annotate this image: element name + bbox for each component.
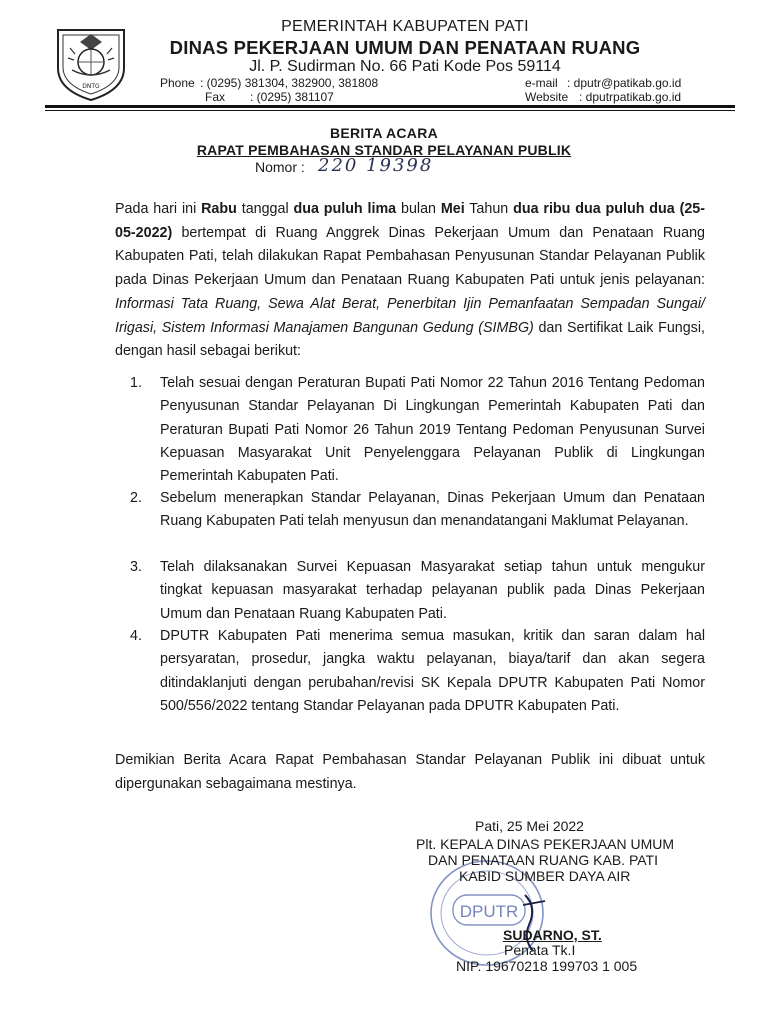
document-subtitle: RAPAT PEMBAHASAN STANDAR PELAYANAN PUBLIK [196, 142, 572, 158]
place-date: Pati, 25 Mei 2022 [475, 818, 584, 834]
fax-value: : (0295) 381107 [250, 90, 334, 104]
meeting-day: Rabu [201, 201, 237, 217]
letterhead-address: Jl. P. Sudirman No. 66 Pati Kode Pos 59114 [249, 58, 561, 75]
intro-text: Pada hari ini [115, 201, 202, 217]
meeting-year-words: dua ribu dua puluh dua [513, 201, 675, 217]
signatory-nip: NIP. 19670218 199703 1 005 [456, 958, 638, 974]
signatory-rank: Penata Tk.I [504, 942, 576, 958]
intro-text: tanggal [236, 201, 294, 217]
stamp-text: DPUTR [459, 902, 519, 921]
signatory-position-1: Plt. KEPALA DINAS PEKERJAAN UMUM [416, 836, 675, 852]
item-number: 3. [130, 559, 142, 575]
number-label: Nomor : [255, 159, 305, 175]
phone-label: Phone [160, 76, 195, 90]
website-label: Website [525, 90, 569, 104]
intro-text: dan Sertifikat Laik Fungsi, dengan hasil sebagai berikut: [115, 319, 705, 360]
item-text: Sebelum menerapkan Standar Pelayanan, Dinas Pekerjaan Umum dan Penataan Ruang Kabupaten Pati telah menyusun dan menandatangani Maklumat Pelayanan. [160, 490, 705, 530]
logo-caption: DNTG [82, 83, 100, 90]
intro-text: bertempat di Ruang Anggrek Dinas Pekerjaan Umum dan Penataan Ruang Kabupaten Pati, telah dilakukan Rapat Pembahasan Penyusunan Standar Pelayanan Publik pada Dinas Pekerjaan Umum dan Penataan Ruang Kabupaten Pati untuk jenis pelayanan: [115, 224, 705, 289]
letterhead-agency: DINAS PEKERJAAN UMUM DAN PENATAAN RUANG [169, 37, 641, 58]
intro-text: Tahun [464, 201, 514, 217]
fax-label: Fax [205, 90, 226, 104]
signatory-position-3: KABID SUMBER DAYA AIR [459, 868, 631, 884]
signatory-position-2: DAN PENATAAN RUANG KAB. PATI [428, 852, 659, 868]
service-types: Informasi Tata Ruang, Sewa Alat Berat, Penerbitan Ijin Pemanfaatan Sempadan Sungai/ Irigasi, Sistem Informasi Manajamen Bangunan Gedung (SIMBG) [115, 295, 705, 336]
intro-text: bulan [396, 201, 441, 217]
website-value: : dputrpatikab.go.id [579, 90, 682, 104]
letterhead-rule-thin [45, 110, 735, 111]
result-item-4 [130, 625, 705, 718]
item-number: 2. [130, 490, 142, 506]
item-text: DPUTR Kabupaten Pati menerima semua masukan, kritik dan saran dalam hal persyaratan, prosedur, jangka waktu pelayanan, biaya/tarif dan akan segera ditindaklanjuti dengan perubahan/revisi SK Kepala DPUTR Kabupaten Pati Nomor 500/556/2022 tentang Standar Pelayanan pada DPUTR Kabupaten Pati. [160, 628, 705, 714]
result-item-1 [130, 372, 705, 488]
letterhead-government: PEMERINTAH KABUPATEN PATI [281, 18, 529, 35]
item-text: Telah dilaksanakan Survei Kepuasan Masyarakat setiap tahun untuk mengukur tingkat kepuasan masyarakat terhadap pelayanan publik pada Dinas Pekerjaan Umum dan Penataan Ruang Kabupaten Pati. [160, 559, 705, 622]
closing-paragraph: Demikian Berita Acara Rapat Pembahasan Standar Pelayanan Publik ini dibuat untuk dipergunakan sebagaimana mestinya. [115, 752, 705, 792]
result-item-2 [130, 487, 705, 534]
email-value: : dputr@patikab.go.id [567, 76, 682, 90]
item-number: 4. [130, 628, 142, 644]
handwritten-number: 220 19398 [318, 155, 434, 176]
meeting-date-words: dua puluh lima [293, 201, 397, 217]
result-item-3 [130, 556, 705, 626]
signatory-name: SUDARNO, ST. [503, 927, 602, 943]
meeting-month: Mei [440, 201, 465, 217]
phone-value: : (0295) 381304, 382900, 381808 [200, 76, 379, 90]
letterhead-rule-thick [45, 105, 735, 108]
item-text: Telah sesuai dengan Peraturan Bupati Pati Nomor 22 Tahun 2016 Tentang Pedoman Penyusunan Standar Pelayanan Di Lingkungan Pemerintah Kabupaten Pati dan Peraturan Bupati Pati Nomor 26 Tahun 2019 Tentang Pedoman Penyusunan Survei Kepuasan Masyarakat Unit Penyelenggara Pelayanan Publik di Lingkungan Pemerintah Kabupaten Pati. [160, 375, 705, 485]
intro-paragraph [115, 198, 705, 364]
meeting-date-numeric: (25-05-2022) [115, 201, 705, 241]
item-number: 1. [130, 375, 142, 391]
email-label: e-mail [525, 76, 558, 90]
regency-emblem-logo [50, 20, 132, 102]
document-title: BERITA ACARA [329, 125, 439, 141]
